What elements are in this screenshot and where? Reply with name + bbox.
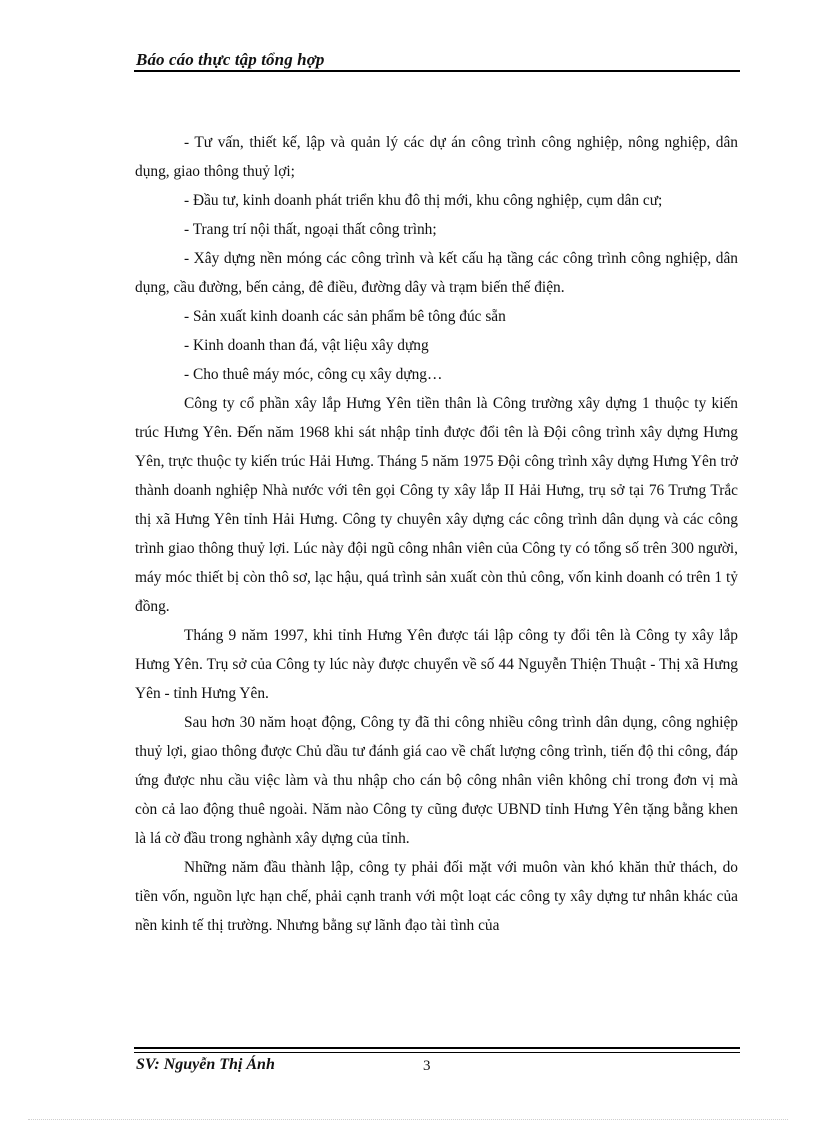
footer-student-name: SV: Nguyễn Thị Ánh [136,1056,275,1073]
body-text [135,128,738,940]
bullet-paragraph: - Cho thuê máy móc, công cụ xây dựng… [184,366,443,383]
bullet-paragraph: - Kinh doanh than đá, vật liệu xây dựng [184,337,429,354]
page-number: 3 [423,1058,431,1074]
history-paragraph: Tháng 9 năm 1997, khi tỉnh Hưng Yên được tái lập công ty đổi tên là Công ty xây lắp Hưng Yên. Trụ sở của Công ty lúc này được chuyển về số 44 Nguyễn Thiện Thuật - Thị xã Hưng Yên - tỉnh Hưng Yên. [135,627,738,702]
bullet-paragraph: - Trang trí nội thất, ngoại thất công trình; [184,221,437,238]
bullet-paragraph: - Tư vấn, thiết kế, lập và quản lý các dự án công trình công nghiệp, nông nghiệp, dân dụng, giao thông thuỷ lợi; [135,134,738,180]
history-paragraph: Sau hơn 30 năm hoạt động, Công ty đã thi công nhiều công trình dân dụng, công nghiệp thuỷ lợi, giao thông được Chủ dầu tư đánh giá cao về chất lượng công trình, tiến độ thi công, đáp ứng được nhu cầu việc làm và thu nhập cho cán bộ công nhân viên không chỉ trong đơn vị mà còn cả lao động thuê ngoài. Năm nào Công ty cũng được UBND tỉnh Hưng Yên tặng bằng khen là lá cờ đầu trong nghành xây dựng của tỉnh. [135,714,738,847]
header-rule [134,70,740,72]
footer-rule-thin [134,1052,740,1053]
footer-rule [134,1047,740,1049]
bullet-paragraph: - Sản xuất kinh doanh các sản phẩm bê tông đúc sẵn [184,308,506,325]
history-paragraph: Công ty cổ phần xây lắp Hưng Yên tiền thân là Công trường xây dựng 1 thuộc ty kiến trúc Hưng Yên. Đến năm 1968 khi sát nhập tỉnh được đổi tên là Đội công trình xây dựng Hưng Yên, trực thuộc ty kiến trúc Hải Hưng. Tháng 5 năm 1975 Đội công trình xây dựng Hưng Yên trở thành doanh nghiệp Nhà nước với tên gọi Công ty xây lắp II Hải Hưng, trụ sở tại 76 Trưng Trắc thị xã Hưng Yên tỉnh Hải Hưng. Công ty chuyên xây dựng các công trình dân dụng và các công trình giao thông thuỷ lợi. Lúc này đội ngũ công nhân viên của Công ty có tổng số trên 300 người, máy móc thiết bị còn thô sơ, lạc hậu, quá trình sản xuất còn thủ công, vốn kinh doanh có trên 1 tỷ đồng. [135,395,738,615]
bullet-paragraph: - Xây dựng nền móng các công trình và kết cấu hạ tầng các công trình công nghiệp, dân dụng, cầu đường, bến cảng, đê điều, đường dây và trạm biến thế điện. [135,250,738,296]
bullet-paragraph: - Đầu tư, kinh doanh phát triển khu đô thị mới, khu công nghiệp, cụm dân cư; [184,192,663,209]
page-edge-divider [28,1119,788,1120]
running-header-title: Báo cáo thực tập tổng hợp [136,50,325,69]
history-paragraph: Những năm đầu thành lập, công ty phải đối mặt với muôn vàn khó khăn thử thách, do tiền vốn, nguồn lực hạn chế, phải cạnh tranh với một loạt các công ty xây dựng tư nhân khác của nền kinh tế thị trường. Nhưng bằng sự lãnh đạo tài tình của [135,859,738,934]
